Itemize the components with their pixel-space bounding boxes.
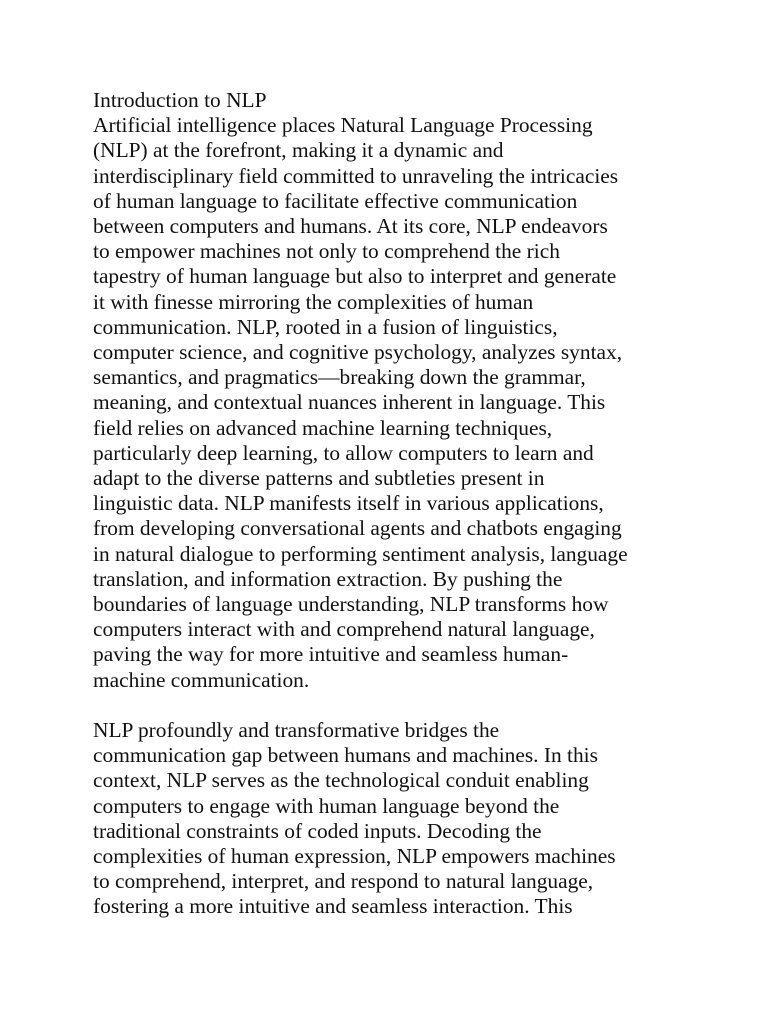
paragraph-1-line: to empower machines not only to comprehend the rich xyxy=(93,239,560,264)
paragraph-1-line: between computers and humans. At its core, NLP endeavors xyxy=(93,214,608,239)
paragraph-2-line: to comprehend, interpret, and respond to natural language, xyxy=(93,869,594,894)
paragraph-1-line: boundaries of language understanding, NLP transforms how xyxy=(93,592,609,617)
paragraph-1-line: field relies on advanced machine learning techniques, xyxy=(93,415,553,440)
paragraph-1-line: (NLP) at the forefront, making it a dynamic and xyxy=(93,138,504,163)
paragraph-1-line: interdisciplinary field committed to unraveling the intricacies xyxy=(93,163,619,188)
paragraph-1-line: linguistic data. NLP manifests itself in various applications, xyxy=(93,491,604,516)
document-text xyxy=(93,88,693,920)
paragraph-2-line: context, NLP serves as the technological conduit enabling xyxy=(93,768,589,793)
paragraph-gap xyxy=(93,693,693,718)
paragraph-1-line: particularly deep learning, to allow computers to learn and xyxy=(93,440,594,465)
paragraph-1-line: communication. NLP, rooted in a fusion of linguistics, xyxy=(93,314,558,339)
paragraph-2-line: communication gap between humans and machines. In this xyxy=(93,743,598,768)
paragraph-1-line: meaning, and contextual nuances inherent in language. This xyxy=(93,390,606,415)
paragraph-1-line: paving the way for more intuitive and seamless human- xyxy=(93,642,569,667)
paragraph-2-line: traditional constraints of coded inputs. Decoding the xyxy=(93,818,542,843)
paragraph-1-line: in natural dialogue to performing sentiment analysis, language xyxy=(93,541,628,566)
paragraph-2 xyxy=(93,718,693,920)
paragraph-1-line: it with finesse mirroring the complexities of human xyxy=(93,289,534,314)
document-title: Introduction to NLP xyxy=(93,88,267,112)
paragraph-1-line: translation, and information extraction. By pushing the xyxy=(93,566,563,591)
paragraph-1-line: Artificial intelligence places Natural Language Processing xyxy=(93,113,593,138)
paragraph-1-line: adapt to the diverse patterns and subtleties present in xyxy=(93,466,545,491)
paragraph-1-line: from developing conversational agents and chatbots engaging xyxy=(93,516,622,541)
paragraph-1-line: computers interact with and comprehend natural language, xyxy=(93,617,595,642)
paragraph-1-line: semantics, and pragmatics—breaking down the grammar, xyxy=(93,365,586,390)
paragraph-2-line: complexities of human expression, NLP empowers machines xyxy=(93,844,616,869)
paragraph-2-line: fostering a more intuitive and seamless interaction. This xyxy=(93,894,573,919)
paragraph-1 xyxy=(93,113,693,693)
paragraph-1-line: computer science, and cognitive psychology, analyzes syntax, xyxy=(93,340,623,365)
paragraph-1-line: machine communication. xyxy=(93,667,310,692)
paragraph-1-line: tapestry of human language but also to interpret and generate xyxy=(93,264,617,289)
paragraph-1-line: of human language to facilitate effective communication xyxy=(93,188,578,213)
paragraph-2-line: NLP profoundly and transformative bridges the xyxy=(93,718,500,743)
paragraph-2-line: computers to engage with human language beyond the xyxy=(93,793,560,818)
